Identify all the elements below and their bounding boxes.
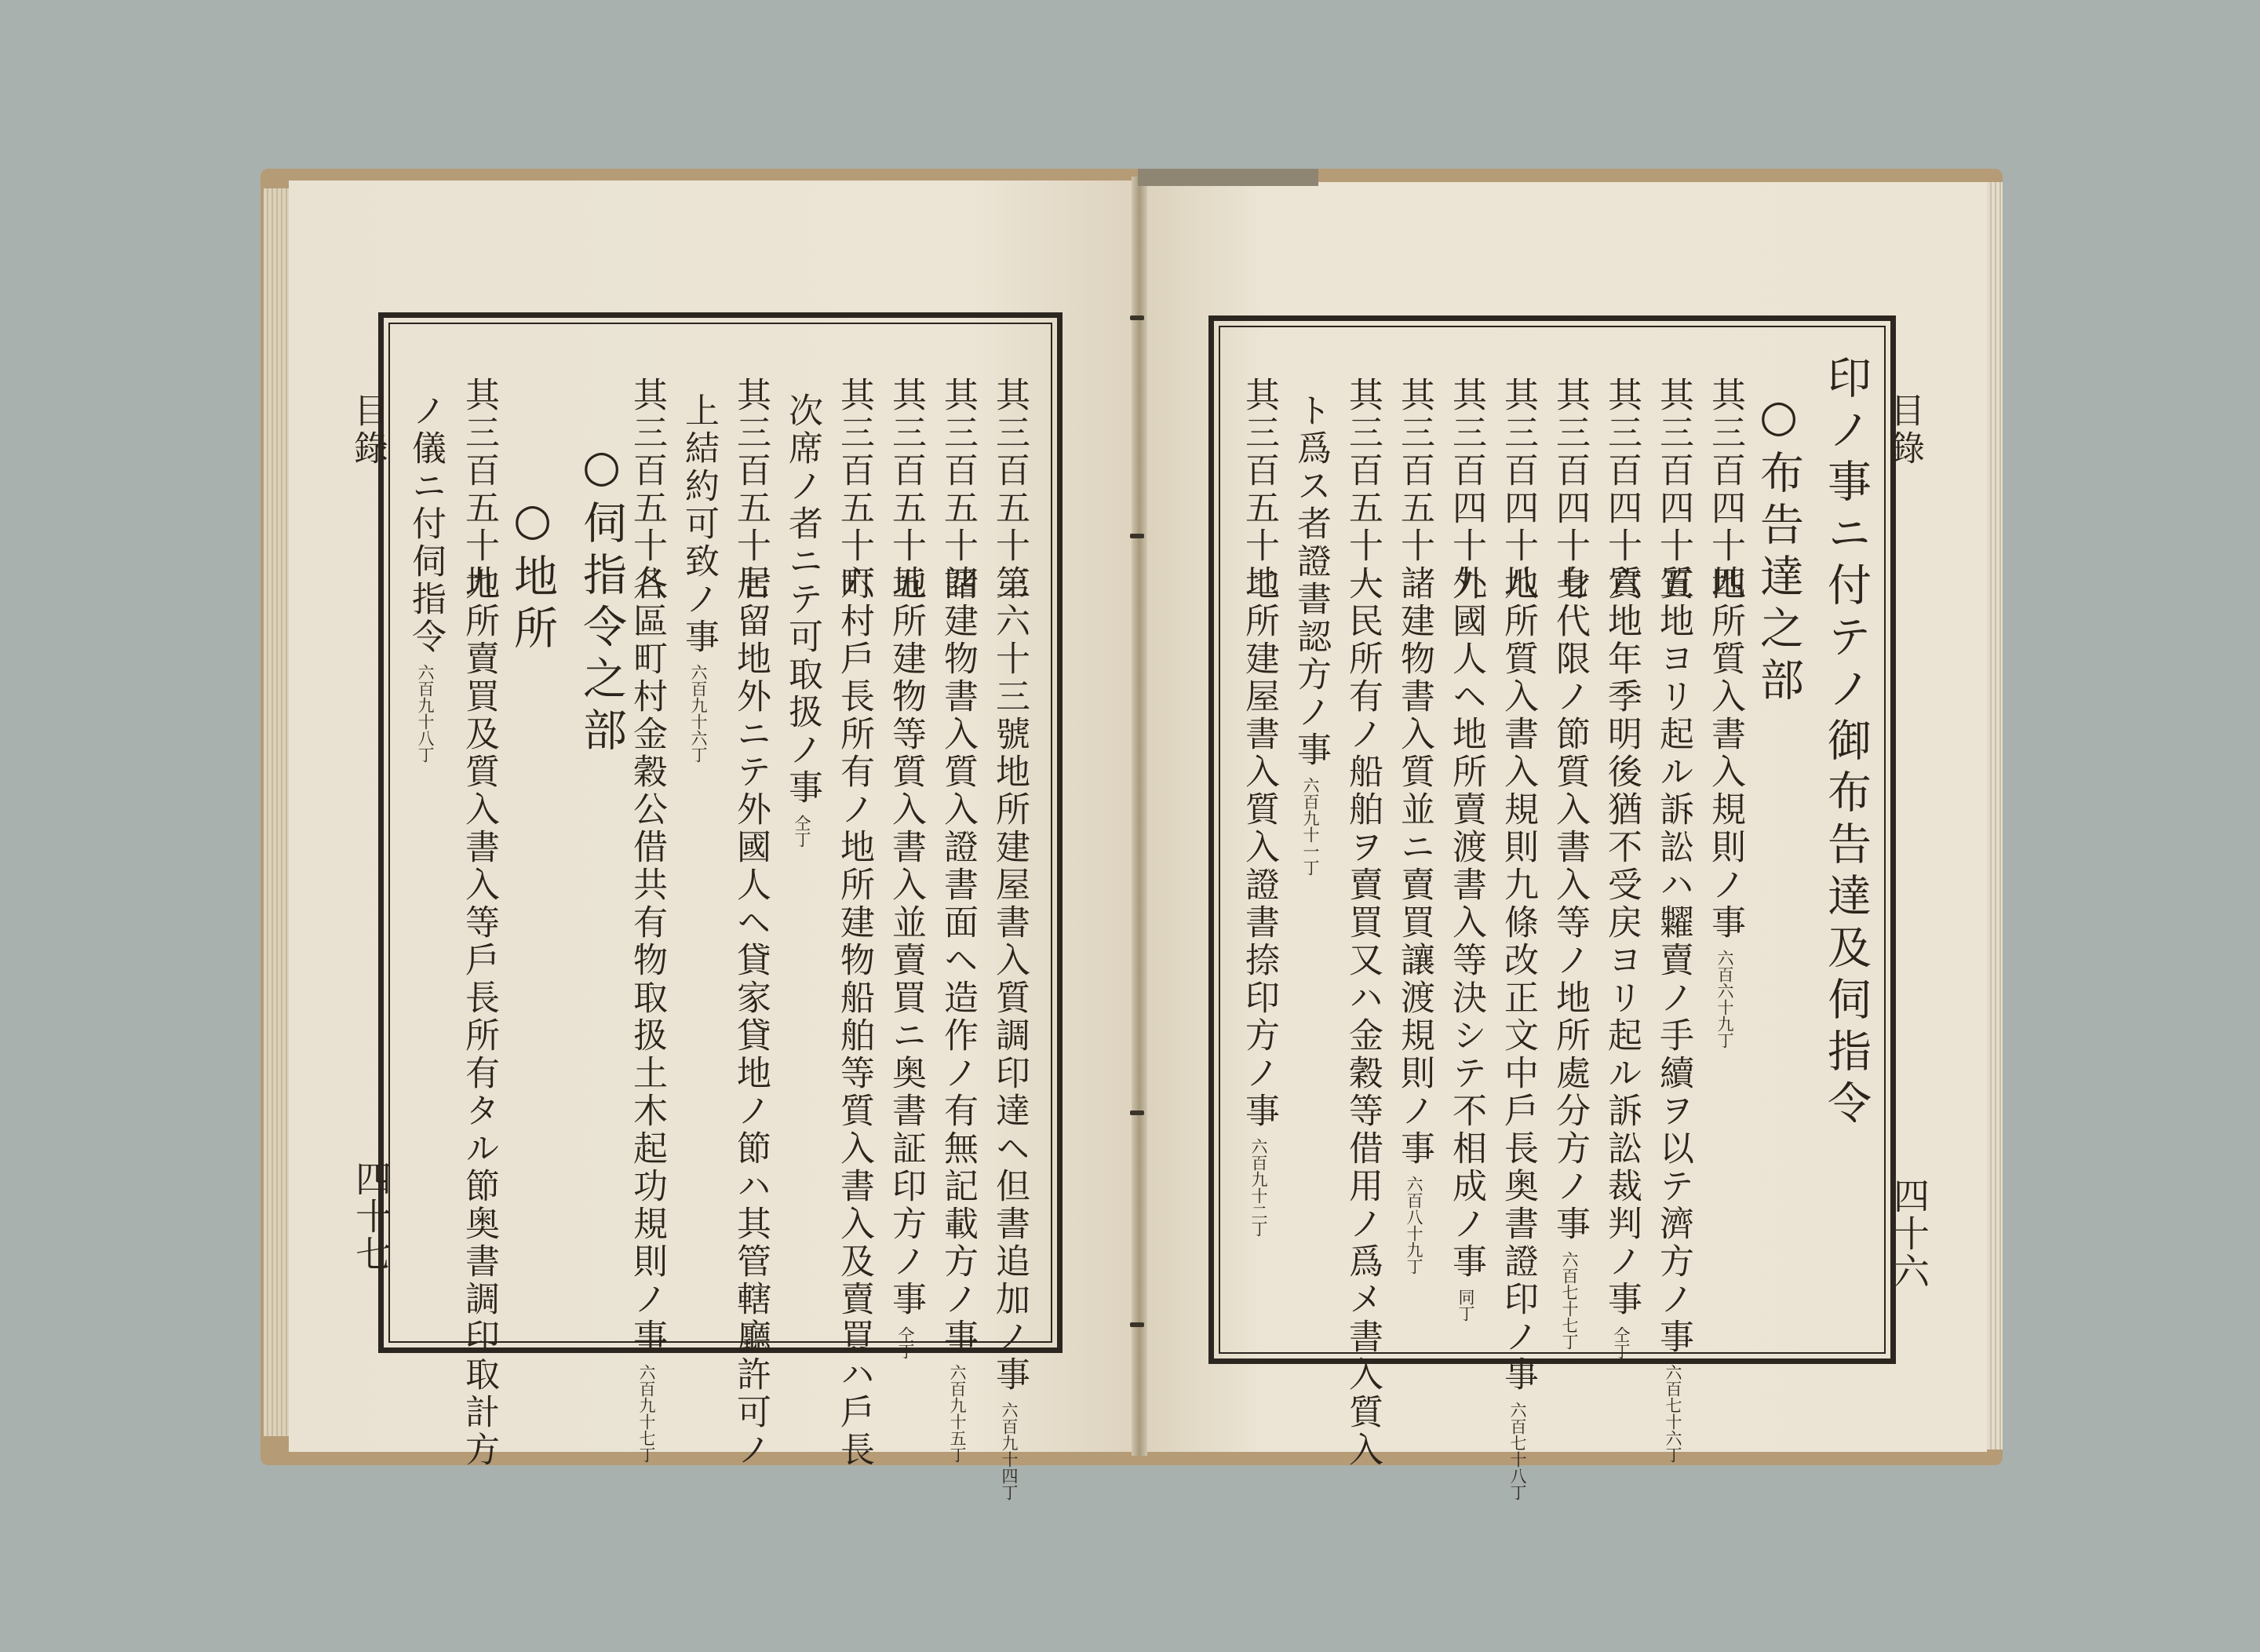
entry-title: 身代限ノ節質入書入等ノ地所處分方ノ事六百七十七丁 <box>1550 565 1590 1350</box>
entry-page-reference: 六百九十一丁 <box>1301 777 1320 876</box>
section-heading-inquiries: ○伺指令之部 <box>576 441 627 759</box>
binding-stitch <box>1130 534 1144 538</box>
entry-number: 其三百五十六 <box>834 377 874 603</box>
entry-page-reference: 六百六十九丁 <box>1715 950 1734 1048</box>
chapter-heading: 印ノ事ニ付テノ御布告達及伺指令 <box>1821 355 1872 1132</box>
folio-right: 四十六 <box>1888 1177 1930 1290</box>
entry-page-reference: 六百七十八丁 <box>1508 1402 1527 1501</box>
entry-number: 其三百五十九 <box>459 377 499 603</box>
entry-page-reference: 六百七十六丁 <box>1664 1364 1682 1463</box>
entry-page-reference: 六百九十八丁 <box>416 664 435 763</box>
entry-number: 其三百五十七 <box>731 377 771 603</box>
entry-title: 次席ノ者ニテ可取扱ノ事仝丁 <box>782 392 822 848</box>
subsection-heading-land: ○地所 <box>507 494 558 657</box>
entry-page-reference: 同丁 <box>1456 1289 1475 1322</box>
entry-title: 質地ヨリ起ル訴訟ハ糶賣ノ手續ヲ以テ濟方ノ事六百七十六丁 <box>1653 565 1693 1463</box>
entry-title: 地所賣買及質入書入等戶長所有タル節奥書調印取計方 <box>459 565 499 1469</box>
entry-number: 其三百五十四 <box>938 377 978 603</box>
entry-page-reference: 六百九十二丁 <box>1249 1138 1268 1237</box>
binding-stitch <box>1130 1322 1144 1327</box>
entry-page-reference: 仝丁 <box>793 815 811 848</box>
entry-title: 地所建屋書入質入證書捺印方ノ事六百九十二丁 <box>1239 565 1279 1237</box>
entry-title: 居留地外ニテ外國人ヘ貸家貸地ノ節ハ其管轄廳許可ノ <box>731 565 771 1469</box>
entry-page-reference: 仝丁 <box>1612 1326 1631 1359</box>
entry-number: 其三百五十一 <box>1343 377 1383 603</box>
entry-page-reference: 六百九十七丁 <box>637 1364 656 1463</box>
entry-number: 其三百四十四 <box>1705 377 1745 603</box>
page-edges-left <box>264 188 290 1436</box>
entry-title: ノ儀ニ付伺指令六百九十八丁 <box>406 392 446 763</box>
entry-number: 其三百五十三 <box>990 377 1030 603</box>
entry-number: 其三百五十 <box>1394 377 1434 565</box>
entry-page-reference: 六百八十九丁 <box>1405 1176 1423 1275</box>
entry-page-reference: 六百九十六丁 <box>689 664 708 763</box>
entry-title: 諸建物書入質並ニ賣買讓渡規則ノ事六百八十九丁 <box>1394 565 1434 1275</box>
binding-stitch <box>1130 1110 1144 1115</box>
entry-title: 第六十三號地所建屋書入質調印達ヘ但書追加ノ事六百九十四丁 <box>990 565 1030 1501</box>
entry-title: 外國人ヘ地所賣渡書入等決シテ不相成ノ事同丁 <box>1446 565 1486 1322</box>
entry-title: 地所質入書入規則九條改正文中戶長奥書證印ノ事六百七十八丁 <box>1498 565 1538 1501</box>
entry-title: 上結約可致ノ事六百九十六丁 <box>679 392 719 763</box>
entry-title: 質地年季明後猶不受戻ヨリ起ル訴訟裁判ノ事仝丁 <box>1602 565 1642 1359</box>
entry-title: 町村戶長所有ノ地所建物船舶等質入書入及賣買ハ戶長 <box>834 565 874 1469</box>
binding-stitch <box>1130 315 1144 320</box>
entry-number: 其三百五十五 <box>886 377 926 603</box>
entry-page-reference: 六百九十五丁 <box>948 1364 967 1463</box>
section-heading-notices: ○布告達之部 <box>1753 391 1804 709</box>
entry-page-reference: 仝丁 <box>896 1326 915 1359</box>
running-head-right: 目錄 <box>1884 392 1924 468</box>
entry-title: 地所質入書入規則ノ事六百六十九丁 <box>1705 565 1745 1048</box>
entry-title: ト爲ス者證書認方ノ事六百九十一丁 <box>1291 392 1331 876</box>
entry-page-reference: 六百九十四丁 <box>1000 1402 1019 1501</box>
entry-page-reference: 六百七十七丁 <box>1560 1251 1579 1350</box>
entry-number: 其三百四十五 <box>1653 377 1693 603</box>
entry-title: 諸建物書入質入證書面ヘ造作ノ有無記載方ノ事六百九十五丁 <box>938 565 978 1463</box>
entry-number: 其三百四十八 <box>1498 377 1538 603</box>
entry-title: 人民所有ノ船舶ヲ賣買又ハ金穀等借用ノ爲メ書入質入 <box>1343 565 1383 1469</box>
folio-left: 四十七 <box>350 1160 392 1273</box>
entry-number: 其三百五十二 <box>1239 377 1279 603</box>
entry-number: 其三百五十八 <box>627 377 667 603</box>
entry-title: 各區町村金穀公借共有物取扱土木起功規則ノ事六百九十七丁 <box>627 565 667 1463</box>
entry-number: 其三百四十九 <box>1446 377 1486 603</box>
spine-top <box>1138 169 1318 186</box>
running-head-left: 目錄 <box>348 392 388 468</box>
entry-number: 其三百四十七 <box>1550 377 1590 603</box>
entry-number: 其三百四十六 <box>1602 377 1642 603</box>
book-gutter <box>1132 177 1147 1456</box>
entry-title: 地所建物等質入書入並賣買ニ奥書証印方ノ事仝丁 <box>886 565 926 1359</box>
